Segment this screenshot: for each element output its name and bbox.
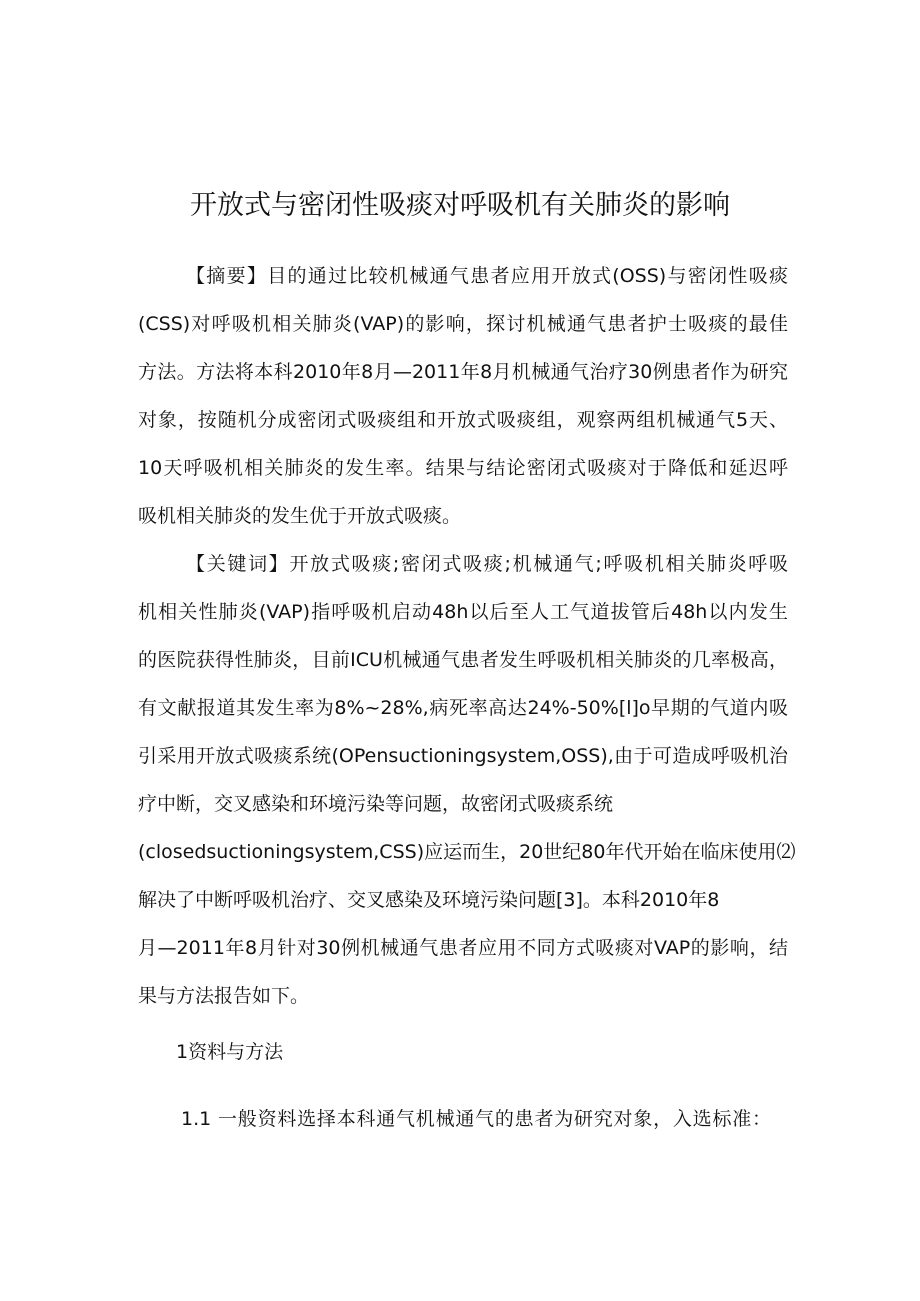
body-line: 疗中断，交叉感染和环境污染等问题，故密闭式吸痰系统 bbox=[138, 793, 614, 815]
body-line: (closedsuctioningsystem,CSS)应运而生，20世纪80年代开始在临床使用⑵ bbox=[138, 841, 796, 863]
body-line: 机相关性肺炎(VAP)指呼吸机启动48h以后至人工气道拔管后48h以内发生 bbox=[138, 601, 788, 623]
section-heading: 1资料与方法 bbox=[176, 1041, 284, 1063]
abstract-line: 吸机相关肺炎的发生优于开放式吸痰。 bbox=[138, 505, 462, 527]
abstract-line: 【摘要】目的通过比较机械通气患者应用开放式(OSS)与密闭性吸痰 bbox=[186, 265, 788, 287]
body-line: 引采用开放式吸痰系统(OPensuctioningsystem,OSS),由于可造成呼吸机治 bbox=[138, 745, 788, 767]
body-line: 果与方法报告如下。 bbox=[138, 985, 310, 1007]
subsection-line: 1.1 一般资料选择本科通气机械通气的患者为研究对象，入选标准： bbox=[181, 1108, 771, 1130]
document-title: 开放式与密闭性吸痰对呼吸机有关肺炎的影响 bbox=[190, 190, 730, 221]
body-line: 月—2011年8月针对30例机械通气患者应用不同方式吸痰对VAP的影响，结 bbox=[138, 937, 788, 959]
abstract-line: 方法。方法将本科2010年8月—2011年8月机械通气治疗30例患者作为研究 bbox=[138, 361, 788, 383]
abstract-line: (CSS)对呼吸机相关肺炎(VAP)的影响，探讨机械通气患者护士吸痰的最佳 bbox=[138, 313, 788, 335]
abstract-line: 对象，按随机分成密闭式吸痰组和开放式吸痰组，观察两组机械通气5天、 bbox=[138, 409, 788, 431]
body-line: 有文献报道其发生率为8%~28%,病死率高达24%-50%[l]o早期的气道内吸 bbox=[138, 697, 788, 719]
body-line: 的医院获得性肺炎，目前ICU机械通气患者发生呼吸机相关肺炎的几率极高， bbox=[138, 649, 788, 671]
abstract-line: 10天呼吸机相关肺炎的发生率。结果与结论密闭式吸痰对于降低和延迟呼 bbox=[138, 457, 788, 479]
keywords-line: 【关键词】开放式吸痰;密闭式吸痰;机械通气;呼吸机相关肺炎呼吸 bbox=[186, 553, 788, 575]
body-line: 解决了中断呼吸机治疗、交叉感染及环境污染问题[3]。本科2010年8 bbox=[138, 889, 720, 911]
